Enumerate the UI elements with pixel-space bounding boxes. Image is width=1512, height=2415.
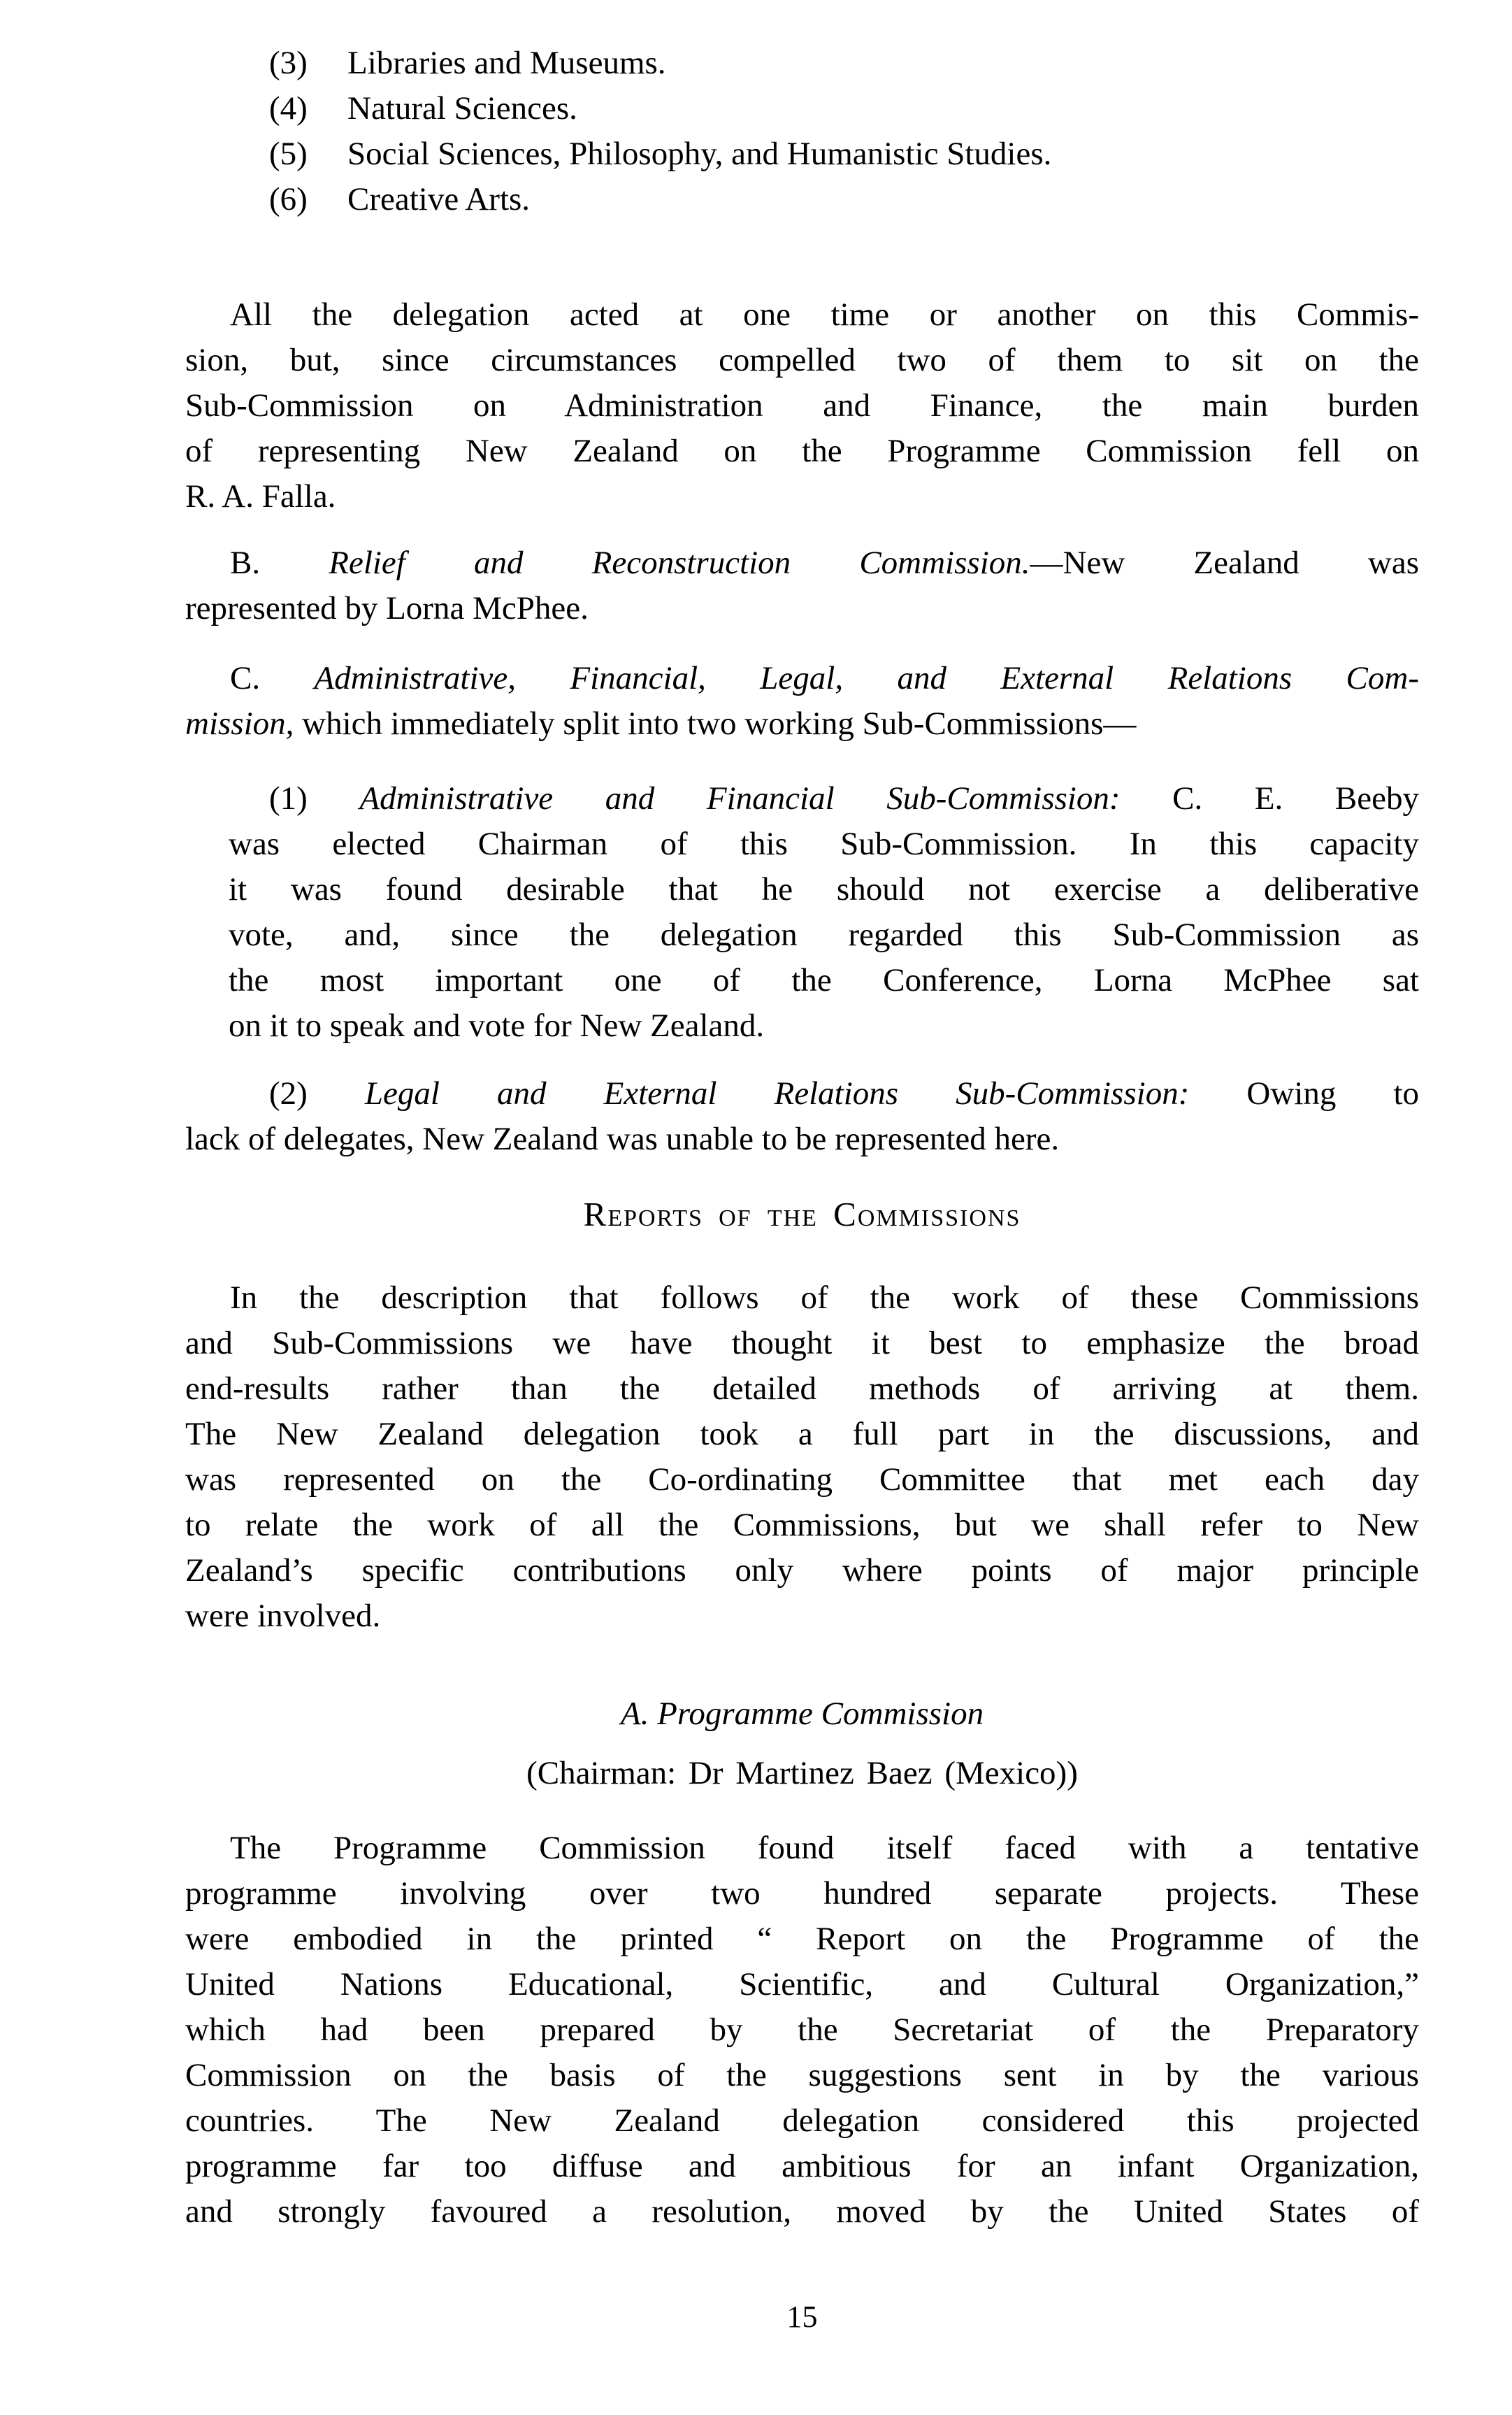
text-line [185,1457,1419,1503]
body-text: vote, and, since the delegation regarded this Sub-Commission as [229,917,1419,953]
paragraph [185,1275,1419,1639]
text-line [185,2007,1419,2053]
body-text: B. [230,545,329,581]
list-item-marker: (4) [269,90,308,127]
text-line [229,776,1419,822]
list-item-text: Creative Arts. [347,181,531,217]
text-line [185,292,1419,338]
list-item-text: Libraries and Museums. [347,45,666,81]
body-text: C. [230,660,315,696]
text-line [185,2053,1419,2098]
body-text: on it to speak and vote for New Zealand. [229,1008,765,1044]
text-line [185,474,1419,519]
body-text: programme far too diffuse and ambitious for an infant Organization, [185,2148,1419,2184]
text-line [229,822,1419,867]
text-line [185,1871,1419,1916]
body-text: it was found desirable that he should not exercise a deliberative [229,871,1419,908]
body-text: of representing New Zealand on the Programme Commission fell on [185,433,1419,469]
list-item-text: Social Sciences, Philosophy, and Humanistic Studies. [347,136,1052,172]
text-line [185,586,1419,631]
body-text: The Programme Commission found itself faced with a tentative [230,1830,1419,1866]
body-text: was elected Chairman of this Sub-Commission. In this capacity [229,826,1419,862]
numbered-list [269,41,1419,222]
body-text: which immediately split into two working Sub-Commissions— [294,705,1137,742]
paragraph [229,776,1419,1049]
body-text: represented by Lorna McPhee. [185,590,589,626]
body-text: —New Zealand was [1030,545,1419,581]
body-text: (1) [269,780,360,817]
text-line [229,1003,1419,1049]
body-text: lack of delegates, New Zealand was unable to be represented here. [185,1121,1060,1157]
text-line [185,701,1419,747]
body-text: was represented on the Co-ordinating Committee that met each day [185,1461,1419,1498]
italic-text: Administrative, Financial, Legal, and External Relations Com- [314,660,1419,696]
body-text: were embodied in the printed “ Report on the Programme of the [185,1921,1419,1957]
body-text: countries. The New Zealand delegation considered this projected [185,2102,1419,2139]
text-line [185,429,1419,474]
text-line [185,1826,1419,1871]
body-text: were involved. [185,1598,381,1634]
body-text: programme involving over two hundred separate projects. These [185,1875,1419,1912]
text-line [185,1117,1419,1162]
paragraph [185,540,1419,631]
text-line [229,867,1419,912]
text-line [185,656,1419,701]
subsection-heading: A. Programme Commission [620,1696,984,1732]
text-line [185,383,1419,429]
text-line [185,1503,1419,1548]
paragraph [185,656,1419,747]
body-text: In the description that follows of the work of these Commissions [230,1280,1419,1316]
list-item [269,86,1419,131]
body-text: sion, but, since circumstances compelled two of them to sit on the [185,342,1419,378]
list-item-marker: (6) [269,181,308,217]
body-text: to relate the work of all the Commissions, but we shall refer to New [185,1507,1419,1543]
body-text: United Nations Educational, Scientific, and Cultural Organization,” [185,1966,1419,2002]
text-line [185,1593,1419,1639]
text-line [185,1071,1419,1117]
paragraph [185,292,1419,519]
list-item-marker: (5) [269,136,308,172]
text-line [185,540,1419,586]
body-text: The New Zealand delegation took a full part in the discussions, and [185,1416,1419,1452]
text-line [185,2189,1419,2235]
list-item [269,177,1419,222]
body-text: (2) [269,1075,365,1112]
text-line [185,1321,1419,1366]
text-line [185,1412,1419,1457]
paragraph [185,1826,1419,2235]
body-text: All the delegation acted at one time or another on this Commis- [230,296,1419,333]
body-text: and Sub-Commissions we have thought it best to emphasize the broad [185,1325,1419,1361]
text-line [185,1962,1419,2007]
body-text: Zealand’s specific contributions only where points of major principle [185,1552,1419,1589]
body-text: Commission on the basis of the suggestions sent in by the various [185,2057,1419,2093]
page-number: 15 [786,2300,818,2334]
text-line [185,2144,1419,2189]
text-line [185,1275,1419,1321]
italic-text: Legal and External Relations Sub-Commission: [364,1075,1190,1112]
body-text: C. E. Beeby [1120,780,1419,817]
paragraph [185,1071,1419,1162]
section-heading: Reports of the Commissions [583,1195,1021,1233]
italic-text: Relief and Reconstruction Commission. [329,545,1030,581]
body-text: the most important one of the Conference, Lorna McPhee sat [229,962,1419,998]
text-line [185,338,1419,383]
text-line [229,958,1419,1003]
text-line [185,1916,1419,1962]
body-text: and strongly favoured a resolution, moved by the United States of [185,2193,1419,2230]
chairman-line: (Chairman: Dr Martinez Baez (Mexico)) [526,1755,1078,1791]
text-line [185,1366,1419,1412]
body-text: Sub-Commission on Administration and Finance, the main burden [185,387,1419,424]
text-line [185,2098,1419,2144]
text-line [229,912,1419,958]
list-item [269,131,1419,177]
body-text: which had been prepared by the Secretariat of the Preparatory [185,2012,1419,2048]
body-text: end-results rather than the detailed methods of arriving at them. [185,1370,1419,1407]
italic-text: Administrative and Financial Sub-Commission: [359,780,1121,817]
list-item-text: Natural Sciences. [347,90,577,127]
text-line [185,1548,1419,1593]
body-text: Owing to [1189,1075,1420,1112]
body-text: R. A. Falla. [185,478,336,515]
list-item-marker: (3) [269,45,308,81]
italic-text: mission, [185,705,294,742]
list-item [269,41,1419,86]
document-content [185,41,1419,2339]
